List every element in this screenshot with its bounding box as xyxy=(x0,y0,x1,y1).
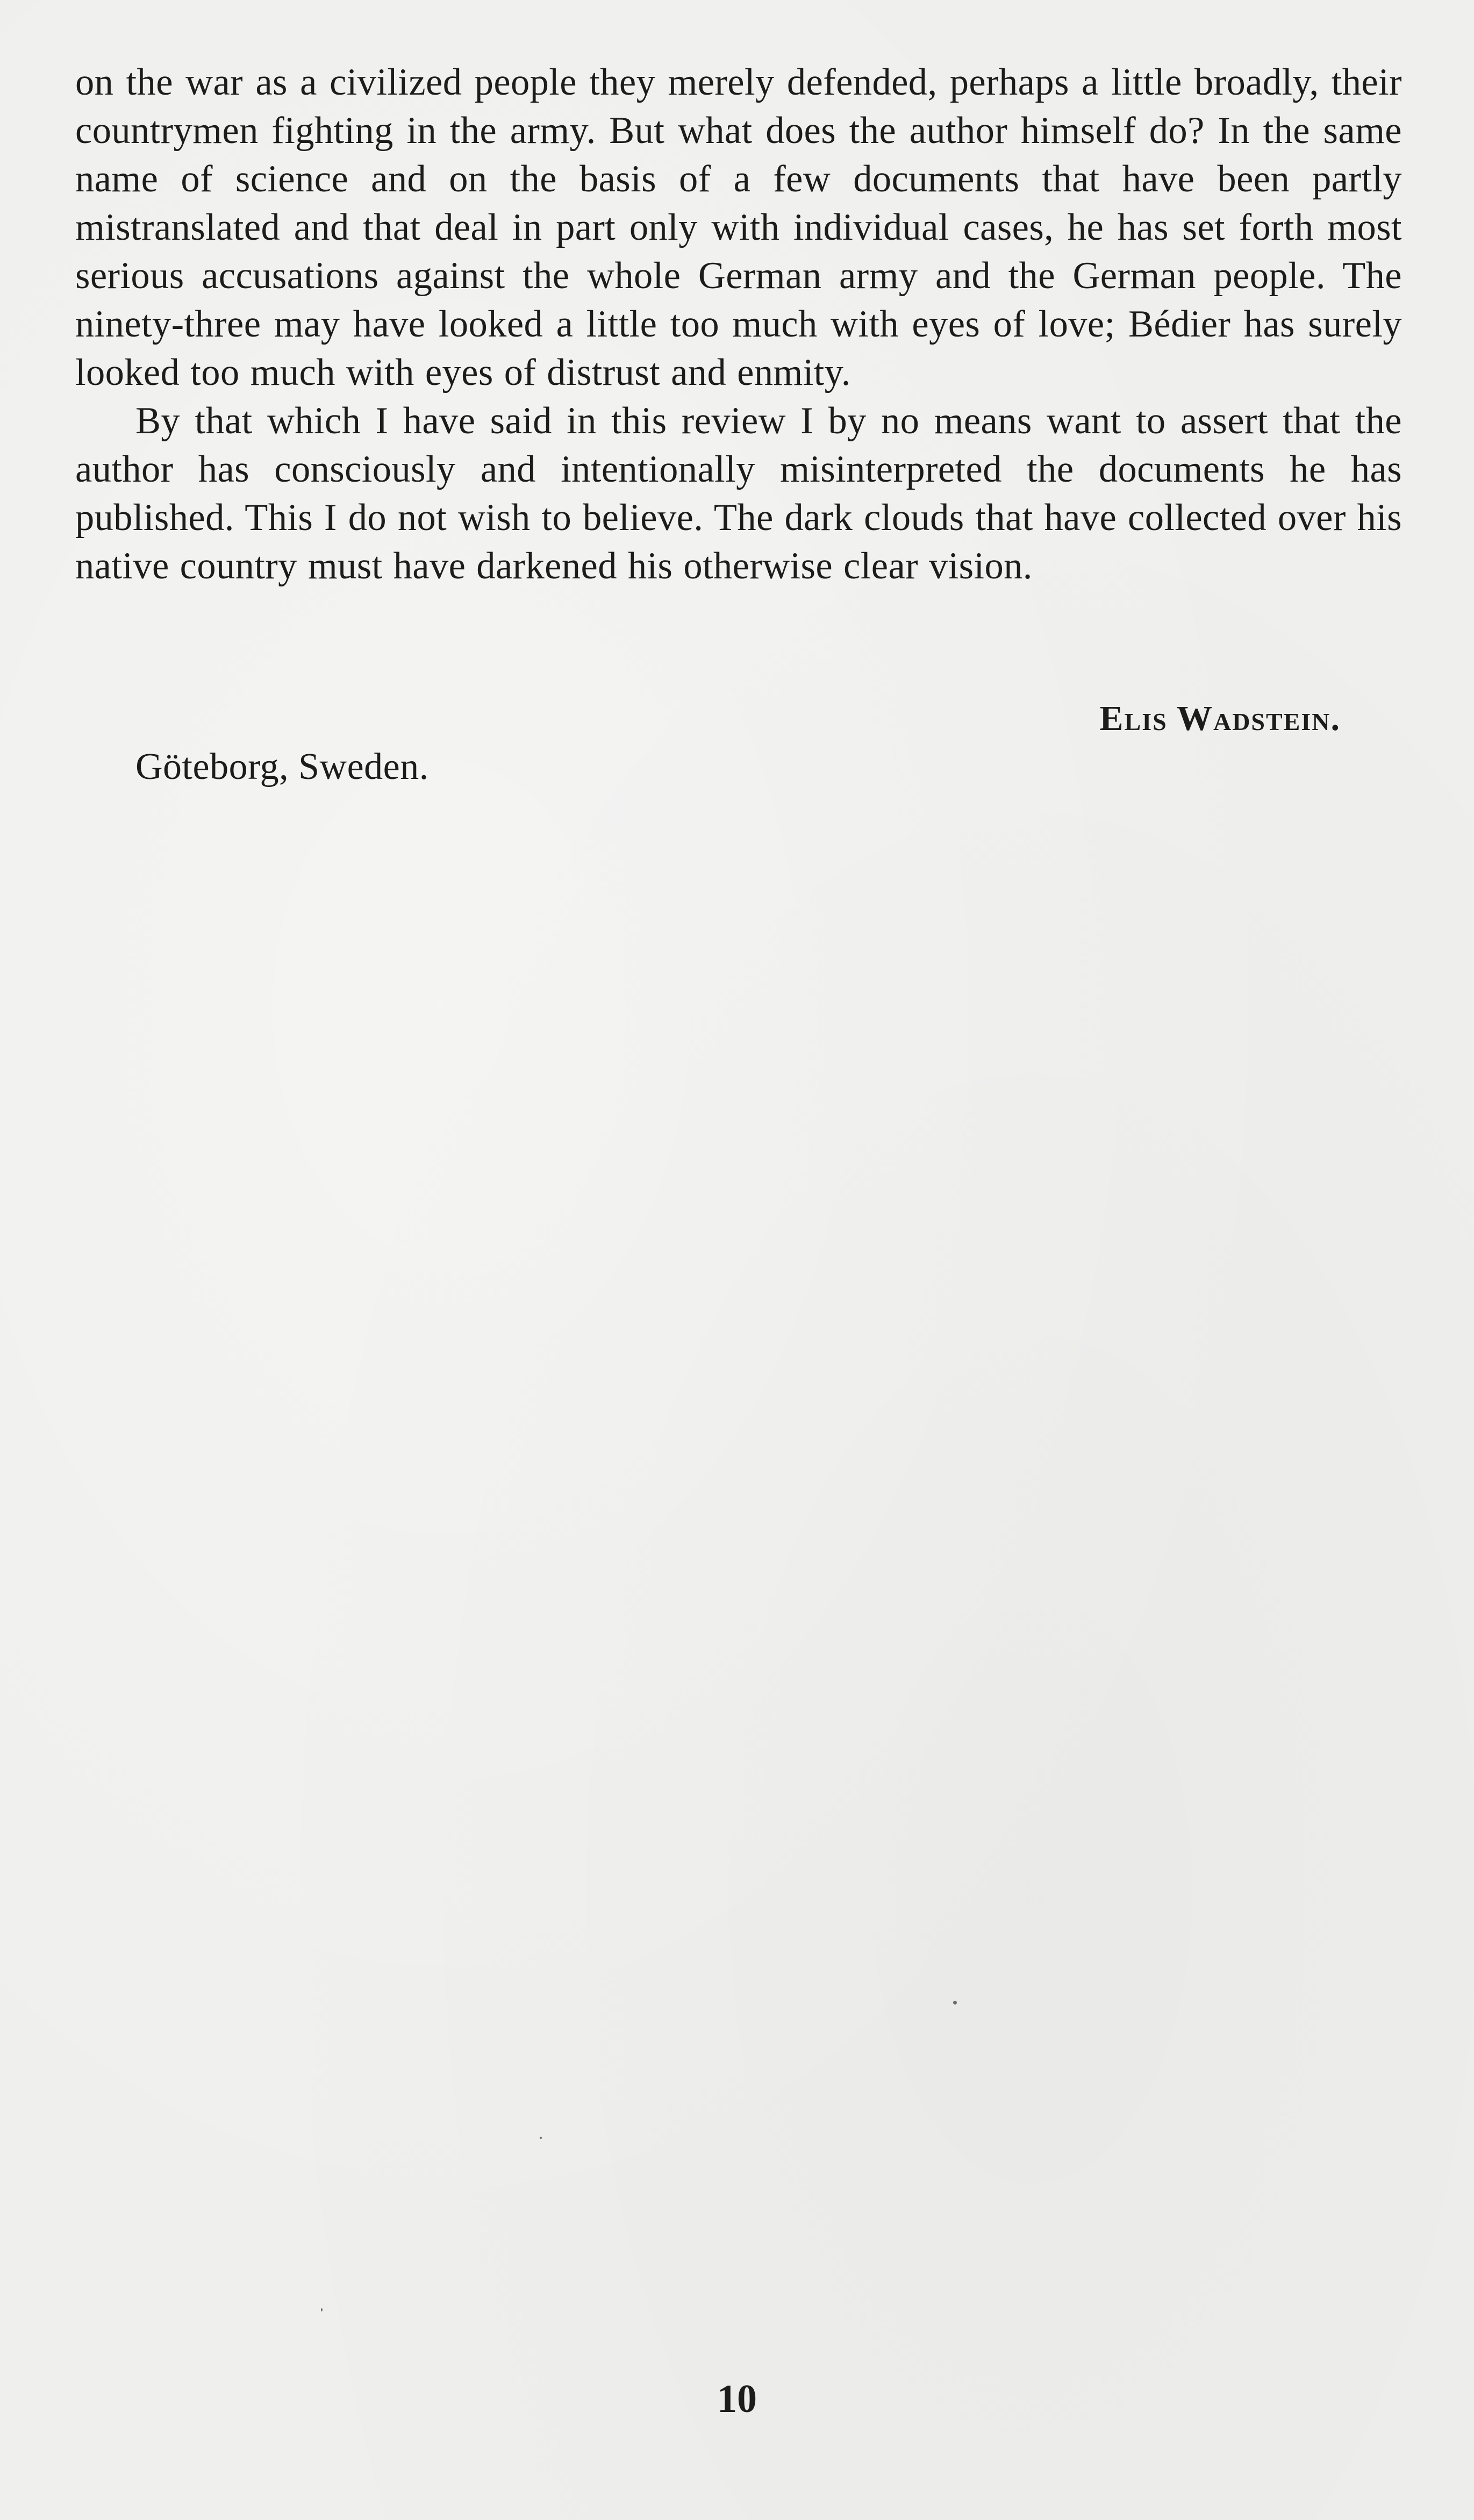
page-number: 10 xyxy=(717,2377,757,2421)
place-line: Göteborg, Sweden. xyxy=(135,746,429,788)
paragraph-closing: By that which I have said in this review I by no means want to assert that the author has consciously and intentionally misinterpreted the documents he has published. This I do not wish to believe. The dark clouds that have collected over his native country must have darkened his otherwise clear vision. xyxy=(75,400,1402,587)
author-signature: Elis Wadstein. xyxy=(1099,699,1341,738)
paper-speck xyxy=(540,2137,542,2139)
paragraph-continuation: on the war as a civilized people they merely defended, perhaps a little broadly, their countrymen fighting in the army. But what does the author himself do? In the same name of science and on the basis of a few documents that have been partly mistranslated and that deal in part only with individual cases, he has set forth most serious accusations against the whole German army and the German people. The ninety-three may have looked a little too much with eyes of love; Bédier has surely looked too much with eyes of distrust and enmity. xyxy=(75,61,1402,393)
paper-speck xyxy=(953,2001,957,2004)
paper-speck xyxy=(321,2308,323,2311)
body-text xyxy=(75,58,1402,590)
